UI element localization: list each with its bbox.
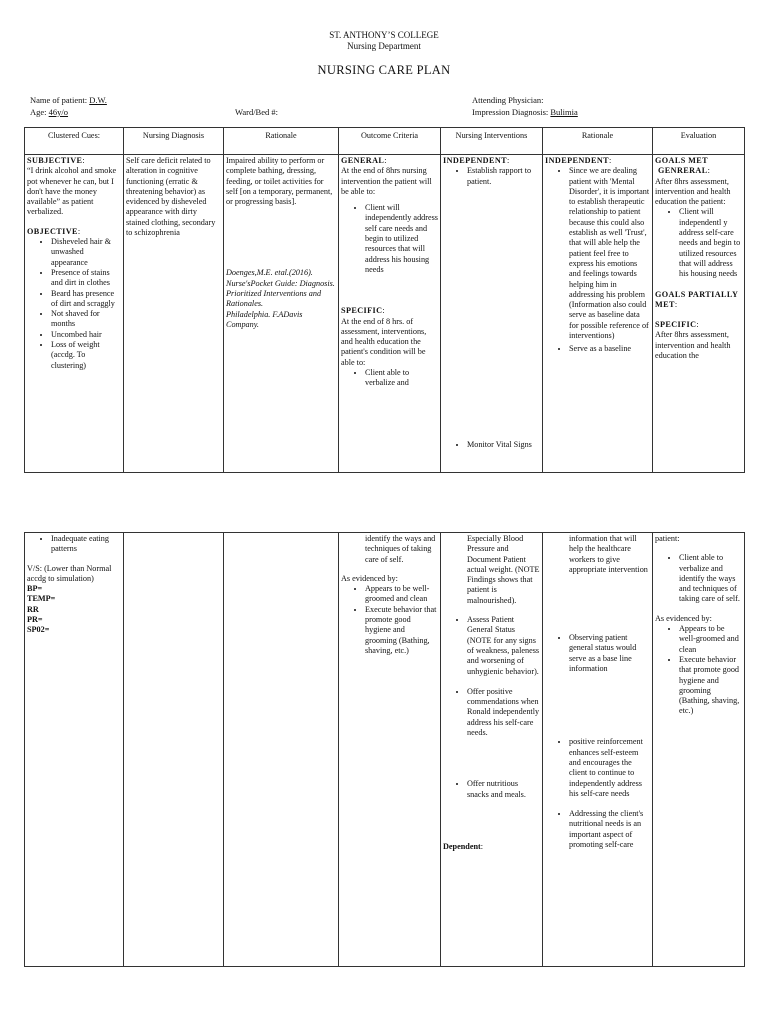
list-item: • Execute behavior that promote good hygiene and grooming (Bathing, shaving, etc.) (365, 605, 438, 656)
subjective-text: “I drink alcohol and smoke pot whenever he can, but I don't have the money available” as patient verbalized. (27, 166, 117, 217)
list-item: • Addressing the client's nutritional needs is an important aspect of promoting self-care (569, 809, 650, 850)
list-item: • Assess Patient General Status (NOTE for any signs of weakness, paleness and worsening of unhygienic behavior). (467, 615, 540, 677)
goals-met-label: GOALS MET (655, 156, 708, 165)
document-title: NURSING CARE PLAN (317, 63, 451, 77)
rationale-continued-text: information that will help the healthcare workers to give appropriate intervention (569, 534, 648, 574)
impression-row (472, 107, 578, 117)
bp-label: BP= (27, 584, 43, 594)
evaluation-evidence-list (655, 624, 742, 717)
patient-name-label: Name of patient: (30, 95, 88, 105)
specific-list (341, 368, 438, 389)
spo2-label: SP02= (27, 625, 50, 635)
general-text: At the end of 8hrs nursing intervention the patient will be able to: (341, 166, 432, 196)
reference-author: Doenges,M.E. etal.(2016). (226, 268, 313, 278)
evaluation-specific-text: After 8hrs assessment, intervention and health education the (655, 330, 731, 361)
nursing-interventions-cell: INDEPENDENT: • Establish rapport to patient. • Monitor Vital Signs (441, 155, 543, 473)
list-item: • Client able to verbalize and identify the ways and techniques of taking care of self. (679, 553, 742, 604)
nursing-diagnosis-text: Self care deficit related to alteration in cognitive functioning (erratic & threatening behavior) as evidenced by disheveled appearance with dirty stained clothing, secondary to schizophrenia (126, 156, 216, 238)
list-item: • Uncombed hair (51, 330, 121, 340)
nursing-diagnosis-cell (124, 533, 224, 967)
goals-partially-met-label: GOALS PARTIALLY MET (655, 289, 738, 309)
evaluation-general-text: After 8hrs assessment, intervention and health education the patient: (655, 176, 731, 207)
column-header: Clustered Cues: (25, 128, 124, 155)
patient-name-row (30, 95, 107, 105)
interventions-list (443, 166, 540, 187)
nursing-interventions-cell: Especially Blood Pressure and Document Patient actual weight. (NOTE Findings shows that patient is malnourished). • Assess Patient General Status (NOTE for any signs of weakness, paleness and worsening of unhygienic behavior). • Offer positive commendations when Ronald independently address his self-care needs. • Offer nutritious snacks and meals. Dependent: (441, 533, 543, 967)
impression-label: Impression Diagnosis: (472, 107, 549, 117)
intervention-rationale-cell: INDEPENDENT: • Since we are dealing patient with 'Mental Disorder', it is important to establish therapeutic relationship to patient because this could also establish as well 'Trust', that will able help the patient feel free to express his emotions and feelings towards helping him in addressing his problem (Information also could serve as baseline data for possible reference of interventions) • Serve as a baseline (543, 155, 653, 473)
evaluation-list (655, 553, 742, 604)
list-item: • Offer positive commendations when Ronald independently address his self-care needs. (467, 687, 540, 738)
list-item: • Disheveled hair & unwashed appearance (51, 237, 121, 268)
table-header-row (25, 128, 745, 155)
cues-list (27, 534, 121, 555)
column-header: Evaluation (653, 128, 745, 155)
reference-publisher: Philadelphia. F.ADavis Company. (226, 309, 303, 329)
intervention-rationale-cell (543, 533, 653, 967)
independent-label: INDEPENDENT (545, 156, 609, 165)
subjective-label: SUBJECTIVE (27, 156, 83, 165)
evaluation-continued-text: patient: (655, 534, 680, 543)
interventions-list (443, 440, 540, 450)
pr-label: PR= (27, 615, 43, 625)
evidenced-by-label: As evidenced by: (341, 573, 398, 583)
list-item: • Observing patient general status would serve as a base line information (569, 633, 650, 674)
column-header: Rationale (224, 128, 339, 155)
general-list (341, 203, 438, 275)
rationale-list (545, 633, 650, 850)
list-item: • Monitor Vital Signs (467, 440, 540, 450)
interventions-continued-text: Especially Blood Pressure and Document Patient actual weight. (NOTE Findings shows that patient is malnourished). (467, 534, 540, 605)
objective-list (27, 237, 121, 371)
outcome-criteria-cell: GENERAL: At the end of 8hrs nursing intervention the patient will be able to: • Client will independently address self care needs and begin to utilized resources that will address his housing needs SPECIFIC: At the end of 8 hrs. of assessment, interventions, and health education the patient's condition will be able to: • Client able to verbalize and (339, 155, 441, 473)
list-item: • Appears to be well-groomed and clean (365, 584, 438, 605)
list-item: • Loss of weight (accdg. To clustering) (51, 340, 121, 371)
rr-label: RR (27, 604, 39, 614)
evidenced-by-label: As evidenced by: (655, 613, 712, 623)
attending-physician-label: Attending Physician: (472, 95, 544, 105)
patient-age-value: 46y/o (48, 107, 69, 117)
table-row (25, 533, 745, 967)
ward-bed-label: Ward/Bed #: (235, 107, 278, 117)
list-item: • Client will independentl y address self-care needs and begin to utilized resources that will address his housing needs (679, 207, 742, 279)
temp-label: TEMP= (27, 594, 56, 604)
college-name: ST. ANTHONY’S COLLEGE (329, 30, 439, 40)
interventions-list (443, 615, 540, 800)
dependent-label: Dependent (443, 841, 481, 851)
list-item: • positive reinforcement enhances self-esteem and encourages the client to continue to independently address his self-care needs (569, 737, 650, 799)
general-label: GENRERAL (658, 166, 708, 176)
patient-age-label: Age: (30, 107, 47, 117)
outcome-criteria-cell (339, 533, 441, 967)
independent-label: INDEPENDENT (443, 156, 507, 165)
table-row (25, 155, 745, 473)
list-item: • Offer nutritious snacks and meals. (467, 779, 540, 800)
specific-label: SPECIFIC (341, 306, 383, 316)
list-item: • Client will independently address self care needs and begin to utilized resources that will address his housing needs (365, 203, 438, 275)
column-header: Rationale (543, 128, 653, 155)
specific-label: SPECIFIC (655, 320, 697, 330)
impression-value: Bulimia (550, 107, 578, 117)
column-header: Nursing Interventions (441, 128, 543, 155)
nursing-diagnosis-cell (124, 155, 224, 473)
list-item: • Serve as a baseline (569, 344, 650, 354)
patient-name-value: D.W. (89, 95, 107, 105)
list-item: • Establish rapport to patient. (467, 166, 540, 187)
vital-signs-note: V/S: (Lower than Normal accdg to simulation) (27, 563, 112, 583)
evaluation-list (655, 207, 742, 279)
list-item: • Inadequate eating patterns (51, 534, 121, 555)
rationale-text: Impaired ability to perform or complete bathing, dressing, feeding, or toilet activities for self [on a temporary, permanent, or progressing basis]. (226, 156, 333, 207)
care-plan-table-page1 (24, 127, 745, 473)
rationale-cell (224, 155, 339, 473)
objective-label: OBJECTIVE (27, 226, 78, 236)
clustered-cues-cell (25, 533, 124, 967)
specific-text: At the end of 8 hrs. of assessment, interventions, and health education the patient's condition will be able to: (341, 316, 427, 367)
column-header: Nursing Diagnosis (124, 128, 224, 155)
reference-title: Nurse'sPocket Guide: Diagnosis. Prioritized Interventions and Rationales. (226, 278, 335, 309)
column-header: Outcome Criteria (339, 128, 441, 155)
list-item: • Beard has presence of dirt and scraggly (51, 289, 121, 310)
outcome-evidence-list (341, 584, 438, 656)
list-item: • Appears to be well-groomed and clean (679, 624, 742, 655)
list-item: • Not shaved for months (51, 309, 121, 330)
outcome-continued-text: identify the ways and techniques of taking care of self. (365, 534, 436, 564)
list-item: • Execute behavior that promote good hygiene and grooming (Bathing, shaving, etc.) (679, 655, 742, 717)
department-name: Nursing Department (347, 41, 421, 51)
evaluation-cell: GOALS MET GENRERAL: After 8hrs assessment, intervention and health education the patient: • Client will independentl y address self-care needs and begin to utilized resources that will address his housing needs GOALS PARTIALLY MET: SPECIFIC: After 8hrs assessment, intervention and health education the (653, 155, 745, 473)
clustered-cues-cell: SUBJECTIVE: “I drink alcohol and smoke pot whenever he can, but I don't have the money available” as patient verbalized. OBJECTIVE: • Disheveled hair & unwashed appearance • Presence of stains and dirt in clothes • Beard has presence of dirt and scraggly • Not shaved for months • Uncombed hair • Loss of weight (accdg. To clustering) (25, 155, 124, 473)
general-label: GENERAL (341, 156, 385, 165)
list-item: • Client able to verbalize and (365, 368, 438, 389)
list-item: • Presence of stains and dirt in clothes (51, 268, 121, 289)
evaluation-cell (653, 533, 745, 967)
list-item: • Since we are dealing patient with 'Mental Disorder', it is important to establish therapeutic relationship to patient because this could also establish as well 'Trust', that will able help the patient feel free to express his emotions and feelings towards helping him in addressing his problem (Information also could serve as baseline data for possible reference of interventions) (569, 166, 650, 341)
rationale-cell (224, 533, 339, 967)
care-plan-table-page2 (24, 532, 745, 967)
patient-age-row (30, 107, 68, 117)
rationale-list (545, 166, 650, 354)
